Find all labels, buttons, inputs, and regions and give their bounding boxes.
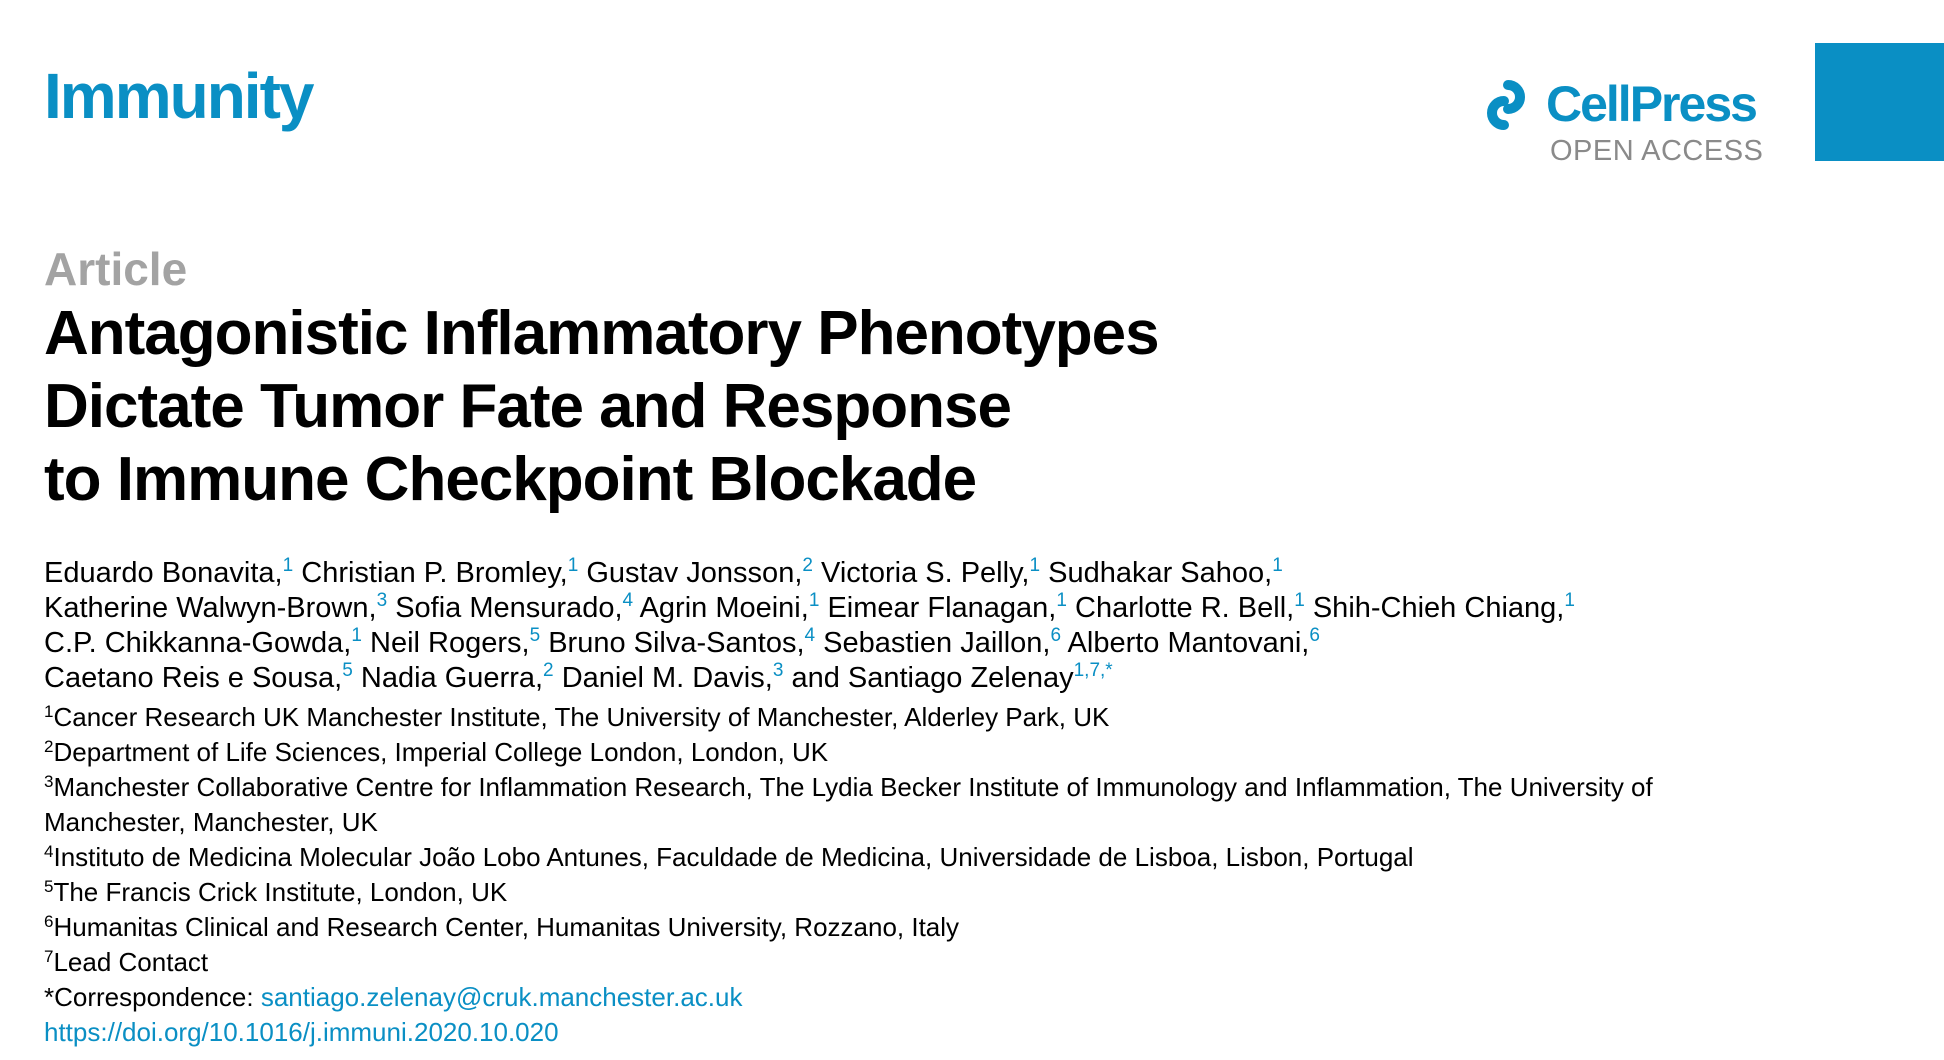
affiliation-text: Cancer Research UK Manchester Institute, The University of Manchester, Alderley Park, UK: [53, 702, 1110, 732]
affiliation-number: 6: [44, 912, 54, 931]
affiliation: [44, 945, 1894, 980]
author-affiliation-ref[interactable]: 1: [1056, 590, 1067, 611]
author-name: Sofia Mensurado,: [395, 592, 623, 624]
author-affiliation-ref[interactable]: 2: [802, 555, 813, 576]
author-name: Neil Rogers,: [370, 627, 530, 659]
publisher-logo-block: [1478, 74, 1768, 174]
affiliation-text: Manchester Collaborative Centre for Inflammation Research, The Lydia Becker Institute of Immunology and Inflammation, The University of: [53, 772, 1653, 802]
author-name: Sebastien Jaillon,: [823, 627, 1051, 659]
author-affiliation-ref[interactable]: 1: [808, 590, 820, 611]
author-affiliation-ref[interactable]: 1: [351, 625, 362, 646]
author-name: Eduardo Bonavita,: [44, 557, 283, 589]
affiliation-text: Manchester, Manchester, UK: [44, 807, 378, 837]
author-name: Katherine Walwyn-Brown,: [44, 592, 377, 624]
author-affiliation-ref[interactable]: 2: [543, 660, 554, 681]
correspondence: [44, 980, 1894, 1015]
affiliation: [44, 875, 1894, 910]
author-affiliation-ref[interactable]: 4: [622, 590, 634, 611]
open-access-label: OPEN ACCESS: [1550, 135, 1764, 167]
author-line: [44, 556, 1894, 591]
affiliation: [44, 840, 1894, 875]
author-affiliation-ref[interactable]: 6: [1050, 625, 1062, 646]
doi-line: [44, 1015, 1894, 1050]
title-line: Dictate Tumor Fate and Response: [44, 372, 1011, 441]
author-line: [44, 661, 1894, 696]
affiliation-number: 7: [44, 947, 54, 966]
author-line: [44, 626, 1894, 661]
author-line: [44, 591, 1894, 626]
author-affiliation-ref[interactable]: 1: [1564, 590, 1575, 611]
author-name: and Santiago Zelenay: [791, 662, 1074, 694]
author-name: Daniel M. Davis,: [561, 662, 773, 694]
author-name: Nadia Guerra,: [360, 662, 544, 694]
author-affiliation-ref[interactable]: 1: [567, 555, 579, 576]
affiliation: [44, 700, 1894, 735]
brand-accent-bar: [1815, 43, 1944, 161]
affiliation-number: 1: [44, 702, 54, 721]
author-list: [44, 556, 1894, 696]
author-name: C.P. Chikkanna-Gowda,: [44, 627, 352, 659]
affiliation: [44, 735, 1894, 770]
author-affiliation-ref[interactable]: 3: [772, 660, 784, 681]
author-name: Caetano Reis e Sousa,: [44, 662, 343, 694]
title-line: Antagonistic Inflammatory Phenotypes: [44, 299, 1159, 368]
author-affiliation-ref[interactable]: 6: [1309, 625, 1320, 646]
author-name: Victoria S. Pelly,: [821, 557, 1030, 589]
affiliation: [44, 770, 1894, 805]
journal-name: Immunity: [44, 60, 313, 132]
affiliation-number: 4: [44, 842, 54, 861]
affiliation-continuation: [44, 805, 1894, 840]
author-affiliation-ref[interactable]: 1: [1272, 555, 1283, 576]
publisher-name: CellPress: [1546, 76, 1756, 132]
author-name: Christian P. Bromley,: [301, 557, 568, 589]
affiliation-text: Instituto de Medicina Molecular João Lobo Antunes, Faculdade de Medicina, Universidade de Lisboa, Lisbon, Portugal: [53, 842, 1414, 872]
affiliation-text: Lead Contact: [53, 947, 209, 977]
author-affiliation-ref[interactable]: 5: [342, 660, 353, 681]
cellpress-logo-icon: [1478, 77, 1534, 133]
author-affiliation-ref[interactable]: 4: [804, 625, 816, 646]
affiliation-number: 2: [44, 737, 54, 756]
title-line: to Immune Checkpoint Blockade: [44, 445, 977, 514]
article-title: [44, 297, 1444, 516]
affiliation-number: 5: [44, 877, 54, 896]
author-name: Sudhakar Sahoo,: [1048, 557, 1273, 589]
author-affiliation-ref[interactable]: 1: [1294, 590, 1305, 611]
author-affiliation-ref[interactable]: 5: [529, 625, 541, 646]
author-affiliation-ref[interactable]: 1,7,*: [1073, 660, 1113, 681]
author-name: Bruno Silva-Santos,: [548, 627, 805, 659]
author-affiliation-ref[interactable]: 1: [282, 555, 294, 576]
correspondence-label: *Correspondence:: [44, 982, 261, 1012]
author-name: Charlotte R. Bell,: [1075, 592, 1295, 624]
affiliation-text: Humanitas Clinical and Research Center, Humanitas University, Rozzano, Italy: [53, 912, 960, 942]
author-name: Shih-Chieh Chiang,: [1312, 592, 1565, 624]
affiliation-list: [44, 700, 1894, 1050]
author-affiliation-ref[interactable]: 1: [1029, 555, 1041, 576]
author-name: Eimear Flanagan,: [827, 592, 1057, 624]
author-name: Alberto Mantovani,: [1067, 627, 1310, 659]
affiliation-text: The Francis Crick Institute, London, UK: [53, 877, 508, 907]
article-type: Article: [44, 243, 188, 295]
affiliation-number: 3: [44, 772, 54, 791]
affiliation: [44, 910, 1894, 945]
author-name: Agrin Moeini,: [639, 592, 809, 624]
doi-link[interactable]: https://doi.org/10.1016/j.immuni.2020.10.020: [44, 1017, 559, 1047]
affiliation-text: Department of Life Sciences, Imperial College London, London, UK: [53, 737, 829, 767]
author-affiliation-ref[interactable]: 3: [376, 590, 388, 611]
author-name: Gustav Jonsson,: [586, 557, 803, 589]
correspondence-email-link[interactable]: santiago.zelenay@cruk.manchester.ac.uk: [260, 982, 743, 1012]
